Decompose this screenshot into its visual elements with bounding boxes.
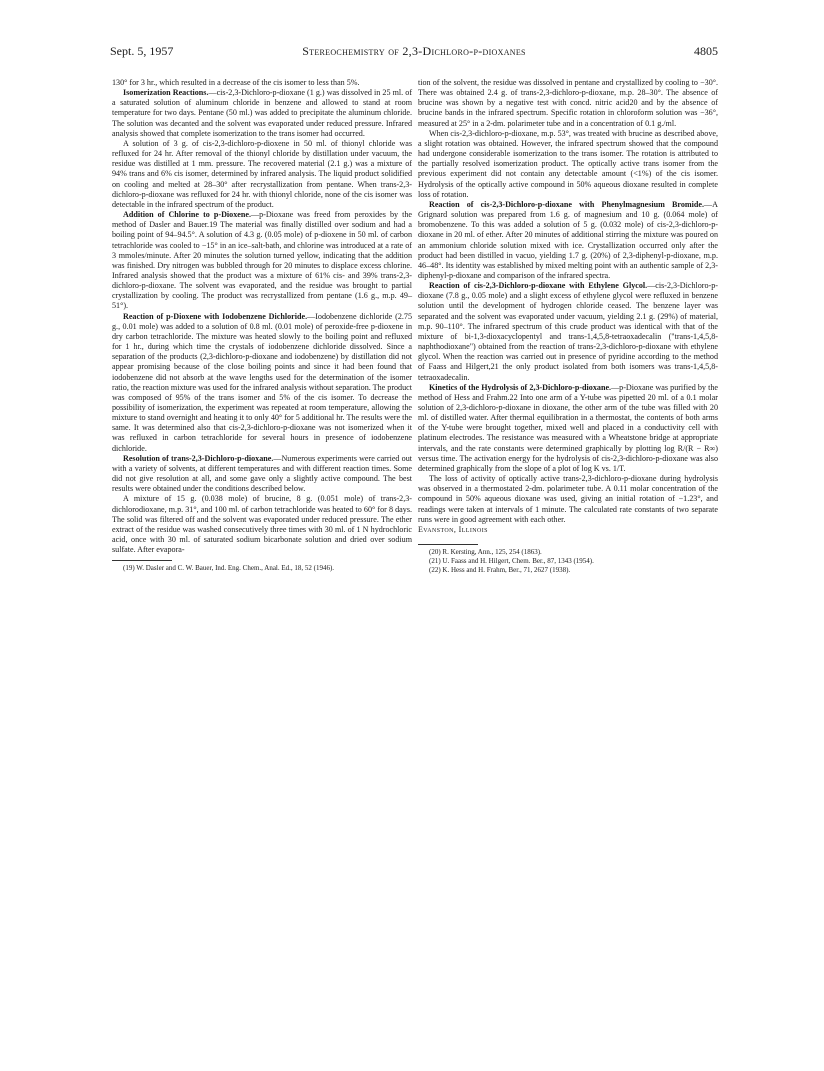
footnote: (21) U. Faass and H. Hilgert, Chem. Ber., 87, 1343 (1954).	[429, 557, 594, 566]
section-heading: Addition of Chlorine to p-Dioxene.	[123, 210, 251, 220]
footnote-divider	[418, 544, 478, 545]
footnote-divider	[112, 560, 172, 561]
paragraph: Kinetics of the Hydrolysis of 2,3-Dichloro-p-dioxane.—p-Dioxane was purified by the method of Hess and Frahm.22 Into one arm of a Y-tube was pipetted 20 ml. of a 0.1 molar solution of 2,3-dichloro-p-dioxane in dioxane, the other arm of the tube was filled with 20 ml. of distilled water. After thermal equilibration in a thermostat, the contents of both arms of the Y-tube were brought together, mixed well and placed in a conductivity cell with platinum electrodes. The resistance was measured with a Wheatstone bridge at appropriate intervals, and the rate constants were determined graphically by plotting log R/(R − R∞) versus time. The activation energy for the hydrolysis of cis-2,3-dichloro-p-dioxane was also determined graphically from the slope of a plot of log K vs. 1/T.	[418, 382, 718, 473]
left-column	[112, 78, 412, 573]
affiliation: Evanston, Illinois	[418, 524, 488, 534]
paragraph: 130° for 3 hr., which resulted in a decrease of the cis isomer to less than 5%.	[112, 78, 360, 87]
paragraph: Reaction of cis-2,3-Dichloro-p-dioxane with Phenylmagnesium Bromide.—A Grignard solution was prepared from 1.6 g. of magnesium and 10 g. (0.064 mole) of bromobenzene. To this was added a solution of 5 g. (0.032 mole) of cis-2,3-dichloro-p-dioxane in 20 ml. of ether. After 20 minutes of additional stirring the mixture was poured on an ammonium chloride solution mixed with ice. Crystallization occurred only after the product had been distilled in vacuo, yielding 1.7 g. (20%) of 2,3-diphenyl-p-dioxane, m.p. 46–48°. Its identity was established by mixed melting point with an authentic sample of 2,3-diphenyl-p-dioxane and comparison of the infrared spectra.	[418, 199, 718, 280]
footnote: (19) W. Dasler and C. W. Bauer, Ind. Eng. Chem., Anal. Ed., 18, 52 (1946).	[123, 564, 335, 573]
paragraph: tion of the solvent, the residue was dissolved in pentane and crystallized by cooling to −30°. There was obtained 2.4 g. of trans-2,3-dichloro-p-dioxane, m.p. 28–30°. The absence of brucine was shown by a negative test with concd. nitric acid20 and by the absence of brucine bands in the infrared spectrum. Specific rotation in chloroform solution was −36°, measured at 25° in a 2-dm. polarimeter tube and in a concentration of 0.1 g./ml.	[418, 78, 718, 128]
section-heading: Reaction of cis-2,3-Dichloro-p-dioxane with Phenylmagnesium Bromide.	[429, 199, 705, 209]
paragraph: Addition of Chlorine to p-Dioxene.—p-Dioxane was freed from peroxides by the method of Dasler and Bauer.19 The material was finally distilled over sodium and had a boiling point of 94–94.5°. A solution of 4.3 g. (0.05 mole) of p-dioxene in 50 ml. of carbon tetrachloride was cooled to −15° in an ice–salt-bath, and chlorine was introduced at a rate of 3 mmoles/minute. After 20 minutes the solution turned yellow, indicating that the addition was finished. Dry nitrogen was bubbled through for 20 minutes to displace excess chlorine. Infrared analysis showed that the product was a mixture of 61% cis- and 39% trans-2,3-dichloro-p-dioxane. The solvent was evaporated, and the residue was brought to partial crystallization by cooling. The product was recrystallized from pentane (1.6 g., m.p. 49–51°).	[112, 210, 412, 311]
paragraph: Resolution of trans-2,3-Dichloro-p-dioxane.—Numerous experiments were carried out with a variety of solvents, at different temperatures and with different reaction times. Some did not give resolution at all, and some gave only a slightly active compound. The best results were obtained under the conditions described below.	[112, 453, 412, 494]
header-date: Sept. 5, 1957	[110, 44, 174, 58]
right-column	[418, 78, 718, 575]
page-number: 4805	[694, 44, 718, 58]
header-title: Stereochemistry of 2,3-Dichloro-p-dioxanes	[302, 44, 526, 58]
section-heading: Kinetics of the Hydrolysis of 2,3-Dichloro-p-dioxane.	[429, 382, 612, 392]
footnote: (22) K. Hess and H. Frahm, Ber., 71, 2627 (1938).	[429, 566, 571, 575]
paragraph: A solution of 3 g. of cis-2,3-dichloro-p-dioxene in 50 ml. of thionyl chloride was refluxed for 24 hr. After removal of the thionyl chloride by distillation under vacuum, the residue was distilled at 1 mm. pressure. The recovered material (2.1 g.) was a mixture of 94% trans and 6% cis isomer, determined by infrared analysis. The liquid product solidified on cooling and melted at 28–30° after recrystallization from pentane. When trans-2,3-dichloro-p-dioxane was refluxed for 24 hr. with thionyl chloride, none of the cis isomer was detectable in the infrared spectrum of the product.	[112, 138, 412, 209]
paragraph: Reaction of cis-2,3-Dichloro-p-dioxane with Ethylene Glycol.—cis-2,3-Dichloro-p-dioxane (7.8 g., 0.05 mole) and a slight excess of ethylene glycol were refluxed in benzene solution until the development of hydrogen chloride ceased. The benzene layer was separated and the solvent was evaporated under vacuum, yielding 2.1 g. (29%) of material, m.p. 90–110°. The infrared spectrum of this crude product was identical with that of the mixture of bi-1,3-dioxacyclopentyl and trans-1,4,5,8-tetraoxadecalin ("trans-1,4,5,8-naphthodioxane") obtained from the reaction of trans-2,3-dichloro-p-dioxane with ethylene glycol. When the reaction was carried out in presence of pyridine according to the method of Faass and Hilgert,21 the only product isolated from both isomers was trans-1,4,5,8-tetraoxadecalin.	[418, 281, 718, 382]
paragraph: When cis-2,3-dichloro-p-dioxane, m.p. 53°, was treated with brucine as described above, a slight rotation was obtained. However, the infrared spectrum showed that the compound had undergone considerable isomerization to the trans isomer. The rotation is attributed to the partially resolved isomerization product. The optically active trans isomer from the previous experiment did not contain any detectable amount (<1%) of the cis isomer. Hydrolysis of the optically active compound in 50% aqueous dioxane resulted in complete loss of rotation.	[418, 128, 718, 199]
section-heading: Reaction of p-Dioxene with Iodobenzene Dichloride.	[123, 311, 308, 321]
page-header	[110, 44, 718, 60]
section-heading: Reaction of cis-2,3-Dichloro-p-dioxane with Ethylene Glycol.	[429, 281, 648, 291]
paragraph: Reaction of p-Dioxene with Iodobenzene Dichloride.—Iodobenzene dichloride (2.75 g., 0.01 mole) was added to a solution of 0.8 ml. (0.01 mole) of peroxide-free p-dioxene in dry carbon tetrachloride. The mixture was heated slowly to the boiling point and refluxed for 1 hr., during which time the crystals of iodobenzene dichloride dissolved. Since a separation of the products (2,3-dichloro-p-dioxane and iodobenzene) by distillation did not appear promising because of the close boiling points and since it had been found that iodobenzene did not absorb at the wave lengths used for the determination of the isomer ratio, the reaction mixture was used for the infrared analysis without separation. The product was composed of 95% of the trans isomer and 5% of the cis isomer. To decrease the possibility of isomerization, the experiment was repeated at room temperature, allowing the mixture to stand overnight and heating it to only 40° for 5 additional hr. The results were the same. It was determined also that cis-2,3-dichloro-p-dioxane was not isomerized when it was refluxed in carbon tetrachloride for several hours in presence of iodobenzene dichloride.	[112, 311, 412, 453]
paragraph: A mixture of 15 g. (0.038 mole) of brucine, 8 g. (0.051 mole) of trans-2,3-dichlorodioxane, m.p. 31°, and 100 ml. of carbon tetrachloride was heated to 60° for 8 days. The solid was filtered off and the solvent was evaporated under reduced pressure. The ether extract of the residue was washed consecutively three times with 30 ml. of 1 N hydrochloric acid, once with 30 ml. of saturated sodium bicarbonate solution and dried over sodium sulfate. After evapora-	[112, 494, 412, 555]
paragraph: The loss of activity of optically active trans-2,3-dichloro-p-dioxane during hydrolysis was observed in a thermostated 2-dm. polarimeter tube. A 0.11 molar concentration of the compound in 50% aqueous dioxane was used, giving an initial rotation of −1.23°, and readings were taken at intervals of 1 minute. The calculated rate constants of two separate runs were in good agreement with each other.	[418, 474, 718, 524]
paragraph: Isomerization Reactions.—cis-2,3-Dichloro-p-dioxane (1 g.) was dissolved in 25 ml. of a saturated solution of aluminum chloride in benzene and allowed to stand at room temperature for two days. Pentane (50 ml.) was added to precipitate the aluminum chloride. The solution was decanted and the solvent was evaporated under reduced pressure. Infrared analysis showed that complete isomerization to the trans isomer had occurred.	[112, 88, 413, 138]
section-heading: Isomerization Reactions.	[123, 88, 209, 98]
footnote: (20) R. Kersting, Ann., 125, 254 (1863).	[429, 548, 542, 557]
section-heading: Resolution of trans-2,3-Dichloro-p-dioxane.	[123, 453, 274, 463]
